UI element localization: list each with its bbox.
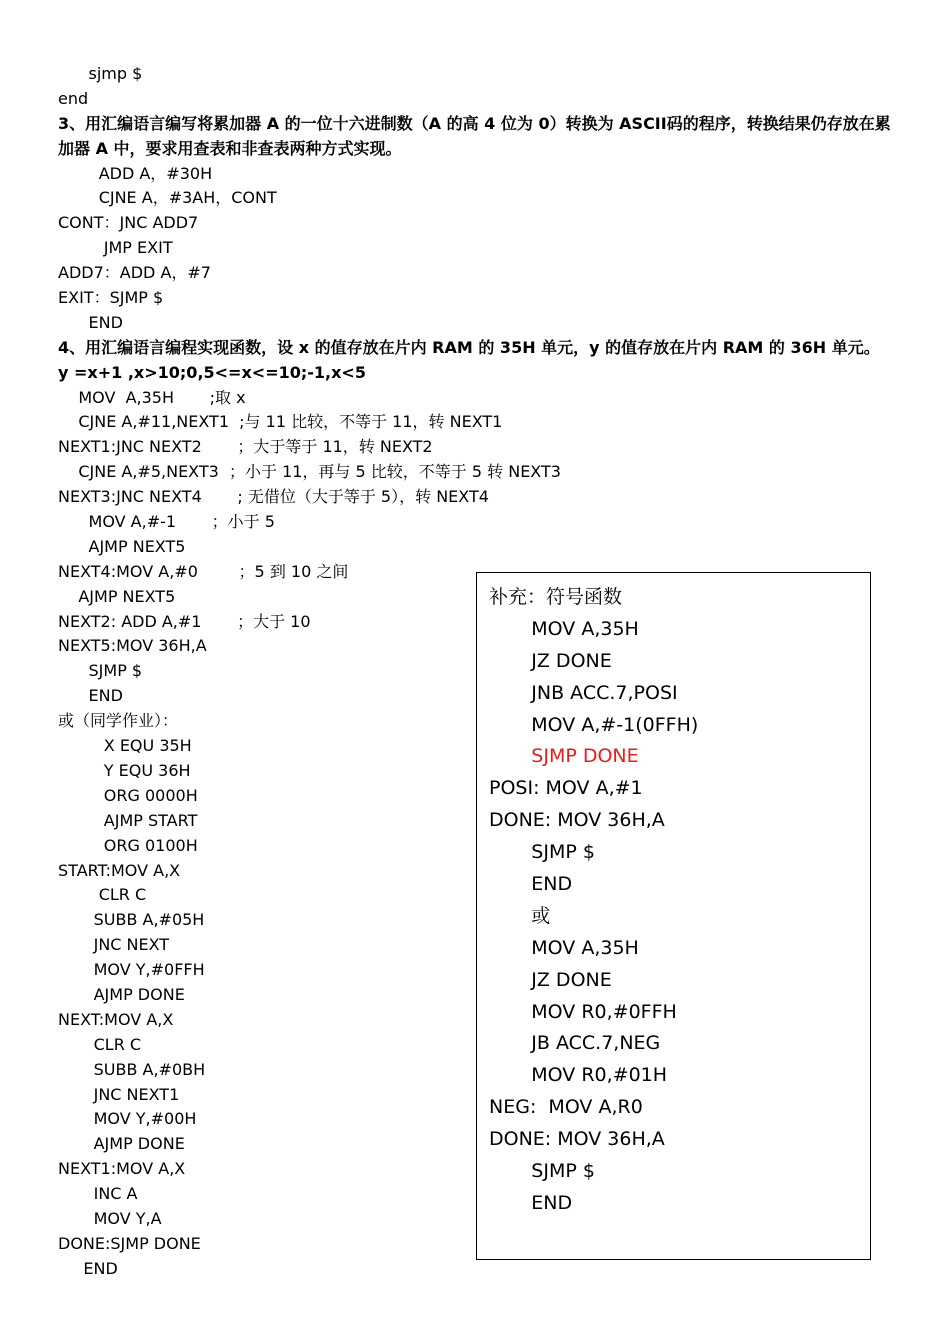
heading-line: 4、用汇编语言编程实现函数，设 x 的值存放在片内 RAM 的 35H 单元，y 的值存放在片内 RAM 的 36H 单元。 (58, 337, 880, 357)
code-line: NEXT2: ADD A,#1 ；大于 10 (58, 611, 311, 631)
code-line: DONE:SJMP DONE (58, 1233, 201, 1253)
box-code-line: MOV A,35H (489, 617, 639, 640)
code-line: AJMP NEXT5 (58, 536, 186, 556)
code-line: CLR C (58, 1034, 142, 1054)
code-line: CJNE A,#5,NEXT3 ；小于 11，再与 5 比较，不等于 5 转 NEXT3 (58, 462, 561, 482)
code-line: AJMP START (58, 810, 198, 830)
heading-line: 3、用汇编语言编写将累加器 A 的一位十六进制数（A 的高 4 位为 0）转换为 ASCII码的程序，转换结果仍存放在累 (58, 113, 891, 133)
code-line: X EQU 35H (58, 736, 192, 756)
box-code-line: JZ DONE (489, 649, 612, 672)
code-line: ADD A，#30H (58, 163, 213, 183)
supplement-code (489, 582, 698, 1220)
box-code-line: MOV A,35H (489, 936, 639, 959)
code-line: MOV Y,#00H (58, 1109, 197, 1129)
supplement-box (476, 572, 871, 1260)
code-line: JNC NEXT (58, 935, 170, 955)
box-code-line: DONE: MOV 36H,A (489, 1128, 665, 1151)
code-line: END (58, 312, 123, 332)
code-line: NEXT3:JNC NEXT4 ; 无借位（大于等于 5），转 NEXT4 (58, 487, 489, 507)
code-line: end (58, 88, 89, 108)
code-line: Y EQU 36H (58, 760, 191, 780)
box-code-line: JZ DONE (489, 968, 612, 991)
code-line: END (58, 1258, 118, 1278)
code-line: MOV A,#-1 ；小于 5 (58, 512, 275, 532)
code-line: JNC NEXT1 (58, 1084, 180, 1104)
code-line: NEXT:MOV A,X (58, 1009, 174, 1029)
highlighted-code-line: SJMP DONE (489, 745, 639, 768)
box-code-line: MOV R0,#01H (489, 1064, 668, 1087)
box-code-line: NEG: MOV A,R0 (489, 1096, 643, 1119)
code-line: CJNE A，#3AH，CONT (58, 188, 277, 208)
box-code-line: MOV A,#-1(0FFH) (489, 713, 699, 736)
code-line: SUBB A,#0BH (58, 1059, 206, 1079)
box-code-line: SJMP $ (489, 841, 595, 864)
code-line: NEXT1:MOV A,X (58, 1159, 186, 1179)
box-code-line: JNB ACC.7,POSI (489, 681, 678, 704)
code-line: INC A (58, 1184, 138, 1204)
code-line: START:MOV A,X (58, 860, 181, 880)
code-line: ORG 0000H (58, 785, 198, 805)
code-line: 或（同学作业）： (58, 711, 179, 731)
code-line: AJMP DONE (58, 984, 185, 1004)
code-line: ORG 0100H (58, 835, 198, 855)
box-code-line: END (489, 1191, 573, 1214)
code-line: AJMP NEXT5 (58, 586, 176, 606)
code-line: CONT：JNC ADD7 (58, 213, 199, 233)
code-line: CLR C (58, 885, 147, 905)
box-code-line: DONE: MOV 36H,A (489, 809, 665, 832)
box-code-line: MOV R0,#0FFH (489, 1000, 677, 1023)
box-code-line: SJMP $ (489, 1160, 595, 1183)
box-code-line: JB ACC.7,NEG (489, 1032, 661, 1055)
code-line: NEXT1:JNC NEXT2 ；大于等于 11，转 NEXT2 (58, 437, 433, 457)
box-code-line: 补充：符号函数 (489, 586, 623, 608)
box-code-line: END (489, 873, 573, 896)
code-line: ADD7：ADD A，#7 (58, 263, 211, 283)
code-line: MOV A,35H ;取 x (58, 387, 246, 407)
heading-line: y =x+1 ,x>10;0,5<=x<=10;-1,x<5 (58, 362, 366, 382)
code-line: CJNE A,#11,NEXT1 ;与 11 比较，不等于 11，转 NEXT1 (58, 412, 503, 432)
heading-line: 加器 A 中，要求用查表和非查表两种方式实现。 (58, 138, 402, 158)
code-line: SJMP $ (58, 661, 143, 681)
code-line: EXIT：SJMP $ (58, 288, 164, 308)
code-line: MOV Y,A (58, 1208, 162, 1228)
code-line: NEXT4:MOV A,#0 ；5 到 10 之间 (58, 561, 349, 581)
code-line: AJMP DONE (58, 1134, 185, 1154)
code-line: sjmp $ (58, 64, 143, 83)
code-line: NEXT5:MOV 36H,A (58, 636, 207, 656)
box-code-line: 或 (489, 904, 551, 927)
code-line: MOV Y,#0FFH (58, 960, 205, 980)
box-code-line: POSI: MOV A,#1 (489, 777, 643, 800)
code-line: END (58, 686, 123, 706)
code-line: SUBB A,#05H (58, 910, 205, 930)
code-line: JMP EXIT (58, 238, 173, 258)
